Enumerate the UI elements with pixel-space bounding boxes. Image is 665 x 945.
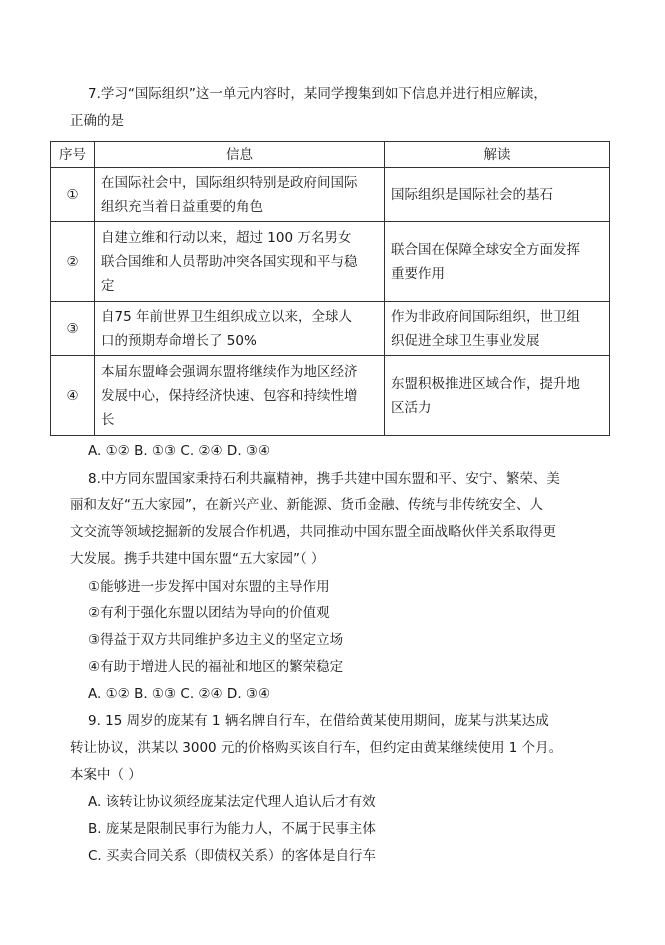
q9-option-c: C. 买卖合同关系（即债权关系）的客体是自行车 [88, 848, 377, 864]
info-line: 长 [101, 411, 115, 428]
q9-stem-line: 本案中（ ） [70, 767, 142, 783]
q7-options: A. ①② B. ①③ C. ②④ D. ③④ [88, 443, 271, 459]
q9-option-b: B. 庞某是限制民事行为能力人，不属于民事主体 [88, 821, 376, 837]
q8-choice: ①能够进一步发挥中国对东盟的主导作用 [88, 579, 330, 595]
row-number: ③ [51, 302, 95, 356]
q8-choice: ④有助于增进人民的福祉和地区的繁荣稳定 [88, 659, 344, 675]
q7-stem-line-1: 7.学习“国际组织”这一单元内容时，某同学搜集到如下信息并进行相应解读， [88, 86, 547, 102]
q7-stem-line-2: 正确的是 [70, 113, 124, 129]
info-line: 在国际社会中，国际组织特别是政府间国际 [101, 174, 358, 191]
interp-line: 国际组织是国际社会的基石 [391, 186, 553, 203]
header-interpretation: 解读 [385, 142, 610, 168]
info-line: 联合国维和人员帮助冲突各国实现和平与稳 [101, 253, 358, 270]
info-line: 口的预期寿命增长了 50% [101, 332, 257, 349]
interp-line: 重要作用 [391, 265, 445, 282]
interp-line: 织促进全球卫生事业发展 [391, 332, 540, 349]
info-line: 自建立维和行动以来，超过 100 万名男女 [101, 229, 352, 246]
q9-stem-line: 转让协议，洪某以 3000 元的价格购买该自行车，但约定由黄某继续使用 1 个月。 [70, 740, 563, 756]
interp-line: 作为非政府间国际组织，世卫组 [391, 308, 580, 325]
table-row [51, 222, 610, 302]
q7-info-table [50, 141, 610, 436]
q8-stem-line: 文交流等领域挖掘新的发展合作机遇，共同推动中国东盟全面战略伙伴关系取得更 [70, 524, 556, 540]
q8-stem-line: 丽和友好“五大家园”，在新兴产业、新能源、货币金融、传统与非传统安全、人 [70, 497, 543, 513]
table-row [51, 168, 610, 222]
header-info: 信息 [95, 142, 385, 168]
row-info [95, 222, 385, 302]
row-number: ② [51, 222, 95, 302]
info-line: 组织充当着日益重要的角色 [101, 198, 263, 215]
info-line: 发展中心，保持经济快速、包容和持续性增 [101, 387, 358, 404]
interp-line: 区活力 [391, 399, 432, 416]
table-header-row [51, 142, 610, 168]
row-interpretation [385, 356, 610, 436]
q8-options: A. ①② B. ①③ C. ②④ D. ③④ [88, 686, 271, 702]
info-line: 本届东盟峰会强调东盟将继续作为地区经济 [101, 363, 358, 380]
row-number: ④ [51, 356, 95, 436]
q8-choice: ②有利于强化东盟以团结为导向的价值观 [88, 605, 330, 621]
q8-stem-line: 大发展。携手共建中国东盟“五大家园”（ ） [70, 551, 325, 567]
interp-line: 联合国在保障全球安全方面发挥 [391, 241, 580, 258]
interp-line: 东盟积极推进区域合作，提升地 [391, 375, 580, 392]
row-interpretation [385, 168, 610, 222]
table-row [51, 356, 610, 436]
row-info [95, 168, 385, 222]
header-serial: 序号 [51, 142, 95, 168]
q8-choice: ③得益于双方共同维护多边主义的坚定立场 [88, 632, 344, 648]
row-info [95, 302, 385, 356]
row-interpretation [385, 302, 610, 356]
info-line: 定 [101, 277, 115, 294]
row-number: ① [51, 168, 95, 222]
table-row [51, 302, 610, 356]
q9-option-a: A. 该转让协议须经庞某法定代理人追认后才有效 [88, 794, 376, 810]
info-line: 自75 年前世界卫生组织成立以来，全球人 [101, 308, 352, 325]
row-info [95, 356, 385, 436]
row-interpretation [385, 222, 610, 302]
q9-stem-line: 9. 15 周岁的庞某有 1 辆名牌自行车，在借给黄某使用期间，庞某与洪某达成 [88, 713, 549, 729]
q8-stem-line: 8.中方同东盟国家秉持石利共赢精神，携手共建中国东盟和平、安宁、繁荣、美 [88, 471, 560, 487]
